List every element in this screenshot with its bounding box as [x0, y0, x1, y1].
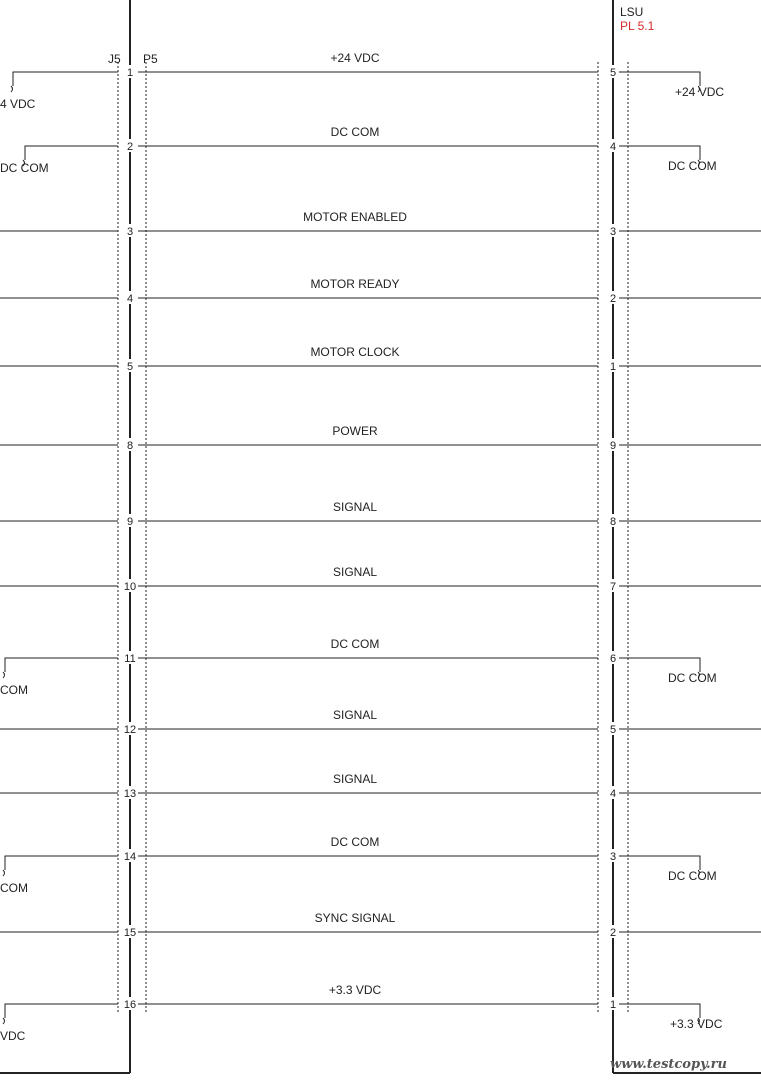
j5-pin-number: 15: [123, 927, 137, 939]
lsu-pin-number: 2: [609, 927, 617, 939]
wire-row: [0, 565, 761, 593]
j5-pin-number: 9: [126, 516, 134, 528]
lsu-pin-number: 1: [609, 361, 617, 373]
wire-row: [0, 983, 723, 1043]
left-terminal-bracket: [5, 658, 118, 672]
signal-label: DC COM: [330, 125, 380, 139]
j5-pin-number: 1: [126, 67, 134, 79]
signal-label: DC COM: [330, 835, 380, 849]
j5-pin-number: 14: [123, 851, 137, 863]
j5-pin-number: 8: [126, 440, 134, 452]
lsu-pin-number: 4: [609, 788, 617, 800]
left-terminal-hook: [3, 1018, 5, 1024]
lsu-pin-number: 3: [609, 851, 617, 863]
signal-label: DC COM: [330, 637, 380, 651]
j5-label: J5: [108, 52, 121, 66]
signal-label: SIGNAL: [332, 500, 378, 514]
j5-pin-number: 10: [123, 581, 137, 593]
left-terminal-bracket: [25, 146, 118, 160]
j5-pin-number: 2: [126, 141, 134, 153]
p5-label: P5: [143, 52, 158, 66]
wire-row: [0, 772, 761, 800]
left-terminal-label: COM: [0, 683, 28, 697]
j5-pin-number: 11: [124, 653, 136, 665]
j5-pin-number: 12: [123, 724, 137, 736]
lsu-ref-label: PL 5.1: [620, 19, 655, 33]
left-terminal-hook: [11, 86, 13, 92]
lsu-pin-number: 3: [609, 226, 617, 238]
lsu-pin-number: 8: [609, 516, 617, 528]
right-terminal-bracket: [628, 72, 700, 86]
signal-label: MOTOR READY: [310, 277, 400, 291]
lsu-pin-number: 7: [609, 581, 617, 593]
j5-pin-number: 4: [126, 293, 134, 305]
left-terminal-bracket: [5, 856, 118, 870]
left-terminal-hook: [3, 870, 5, 876]
signal-label: +3.3 VDC: [328, 983, 382, 997]
signal-label: SIGNAL: [332, 708, 378, 722]
left-terminal-label: VDC: [0, 1029, 26, 1043]
signal-label: +24 VDC: [330, 51, 380, 65]
j5-pin-number: 13: [123, 788, 137, 800]
left-terminal-bracket: [13, 72, 118, 86]
right-terminal-bracket: [628, 856, 700, 870]
lsu-pin-number: 2: [609, 293, 617, 305]
wire-row: [0, 637, 717, 697]
wire-row: [0, 210, 761, 238]
wire-rows: [0, 51, 761, 1043]
wire-row: [0, 277, 761, 305]
lsu-pin-number: 1: [609, 999, 617, 1011]
lsu-pin-number: 5: [609, 724, 617, 736]
lsu-label: LSU: [620, 5, 644, 19]
lsu-pin-number: 4: [609, 141, 617, 153]
left-terminal-label: DC COM: [0, 161, 49, 175]
right-terminal-label: DC COM: [668, 159, 717, 173]
wire-row: [0, 345, 761, 373]
signal-label: SIGNAL: [332, 565, 378, 579]
left-terminal-bracket: [5, 1004, 118, 1018]
wire-row: [0, 835, 717, 895]
wire-row: [0, 125, 717, 175]
j5-pin-number: 5: [126, 361, 134, 373]
right-terminal-bracket: [628, 1004, 700, 1018]
left-terminal-hook: [3, 672, 5, 678]
wire-row: [0, 424, 761, 452]
wire-row: [0, 500, 761, 528]
left-terminal-label: COM: [0, 881, 28, 895]
lsu-pin-number: 9: [609, 440, 617, 452]
signal-label: SIGNAL: [332, 772, 378, 786]
signal-label: MOTOR ENABLED: [303, 210, 407, 224]
wire-row: [0, 708, 761, 736]
right-terminal-label: +3.3 VDC: [670, 1017, 723, 1031]
lsu-pin-number: 5: [609, 67, 617, 79]
j5-pin-number: 16: [123, 999, 137, 1011]
right-terminal-label: DC COM: [668, 671, 717, 685]
right-terminal-bracket: [628, 146, 700, 160]
lsu-pin-number: 6: [609, 653, 617, 665]
signal-label: MOTOR CLOCK: [310, 345, 400, 359]
wire-row: [0, 911, 761, 939]
signal-label: POWER: [332, 424, 378, 438]
watermark: www.testcopy.ru: [610, 1057, 727, 1072]
right-terminal-label: DC COM: [668, 869, 717, 883]
j5-pin-number: 3: [126, 226, 134, 238]
signal-label: SYNC SIGNAL: [314, 911, 396, 925]
right-terminal-bracket: [628, 658, 700, 672]
right-terminal-label: +24 VDC: [675, 85, 725, 99]
left-terminal-label: 4 VDC: [0, 97, 36, 111]
